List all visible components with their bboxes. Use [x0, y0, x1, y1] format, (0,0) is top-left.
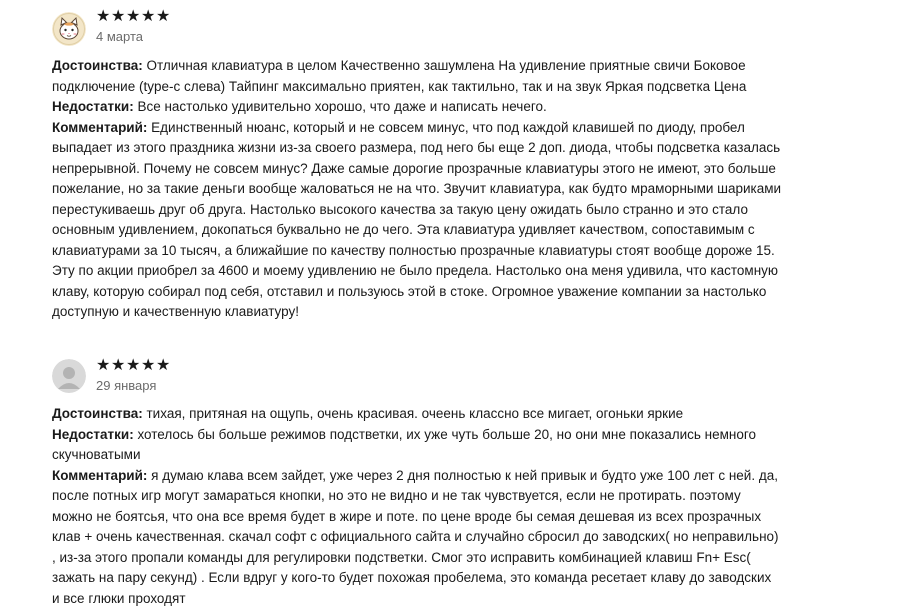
star-icon: ★: [126, 357, 140, 373]
pros-text: Отличная клавиатура в целом Качественно зашумлена На удивление приятные свичи Боковое подключение (type-c слева) Тайпинг максимально приятен, как тактильно, так и на звук Яркая подсветка Цена: [52, 58, 746, 94]
pros-section: [52, 56, 782, 97]
star-icon: ★: [156, 8, 170, 24]
comment-text: Единственный нюанс, который и не совсем минус, что под каждой клавишей по диоду, пробел выпадает из этого праздника жизни из-за своего размера, под него бы еще 2 доп. диода, чтобы подсветка казалась непрерывной. Почему не совсем минус? Даже самые дорогие прозрачные клавиатуры этого не имеют, это больше пожелание, но за такие деньги вообще жаловаться не на что. Звучит клавиатура, как будто мраморными шариками перестукиваешь друг об друга. Настолько высокого качества за такую цену ожидать было странно и это стало основным удивлением, докопаться буквально не до чего. Эта клавиатура удивляет качеством, сопоставимым с клавиатурами за 10 тысяч, а ближайшие по качеству полностью прозрачные клавиатуры стоят вообще дороже 15. Эту по акции приобрел за 4600 и моему удивлению не было предела. Настолько она меня удивила, что кастомную клаву, которую собирал под себя, отставил и пользуюсь этой в стоке. Огромное уважение компании за настолько доступную и качественную клавиатуру!: [52, 120, 781, 320]
review-date: 4 марта: [96, 29, 143, 45]
cons-section: [52, 97, 782, 118]
pros-section: [52, 404, 782, 425]
comment-label: Комментарий:: [52, 468, 147, 483]
cons-label: Недостатки:: [52, 99, 134, 114]
comment-text: я думаю клава всем зайдет, уже через 2 дня полностью к ней привык и будто уже 100 лет с ней. да, после потных игр могут замараться кнопки, но это не видно и не так чувствуется, если не протирать. поэтому можно не боятсья, что она все время будет в жире и поте. по цене вроде бы семая дешевая из всех прозрачных клав + очень качественная. скачал софт с официального сайта и случайно сбросил до заводских( но неправильно) , из-за этого пропали команды для регулировки подстветки. Смог это исправить комбинацией клавиш Fn+ Esc( зажать на пару секунд) . Если вдруг у кого-то будет похожая пробелема, это команда ресетает клаву до заводских и все глюки проходят: [52, 468, 779, 606]
review-body: [52, 56, 782, 323]
default-user-icon: [52, 359, 86, 393]
comment-section: [52, 466, 782, 609]
rating-stars: [96, 8, 170, 24]
cons-text: хотелось бы больше режимов подстветки, их уже чуть больше 20, но они мне показались немного скучноватыми: [52, 427, 756, 463]
user-avatar[interactable]: [52, 12, 86, 46]
review-body: [52, 404, 782, 609]
star-icon: ★: [141, 8, 155, 24]
pros-text: тихая, притяная на ощупь, очень красивая. очеень классно все мигает, огоньки яркие: [143, 406, 683, 421]
comment-section: [52, 118, 782, 323]
pros-label: Достоинства:: [52, 406, 143, 421]
rating-stars: [96, 357, 170, 373]
cons-section: [52, 425, 782, 466]
star-icon: ★: [96, 8, 110, 24]
comment-label: Комментарий:: [52, 120, 147, 135]
cons-text: Все настолько удивительно хорошо, что даже и написать нечего.: [134, 99, 547, 114]
pros-label: Достоинства:: [52, 58, 143, 73]
star-icon: ★: [111, 8, 125, 24]
star-icon: ★: [111, 357, 125, 373]
star-icon: ★: [126, 8, 140, 24]
cat-face-icon: [52, 12, 86, 46]
review-date: 29 января: [96, 378, 156, 394]
cons-label: Недостатки:: [52, 427, 134, 442]
star-icon: ★: [141, 357, 155, 373]
star-icon: ★: [96, 357, 110, 373]
user-avatar[interactable]: [52, 359, 86, 393]
star-icon: ★: [156, 357, 170, 373]
